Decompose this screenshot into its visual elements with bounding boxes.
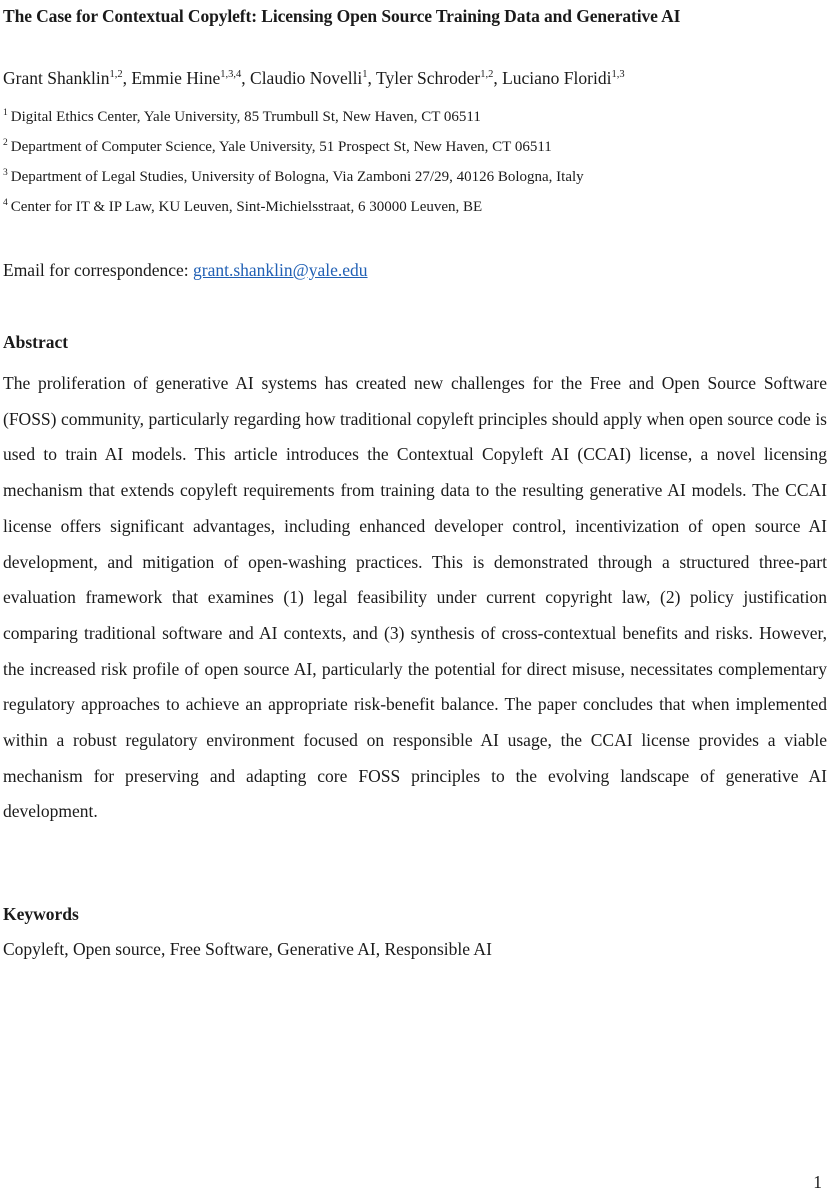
author <box>250 68 376 88</box>
email-link[interactable]: grant.shanklin@yale.edu <box>193 260 368 280</box>
paper-title: The Case for Contextual Copyleft: Licensing Open Source Training Data and Generative AI <box>3 6 681 26</box>
affiliation <box>3 102 825 132</box>
affiliation-text: Department of Computer Science, Yale University, 51 Prospect St, New Haven, CT 06511 <box>10 139 552 155</box>
author <box>3 68 131 88</box>
author-affiliation-marker: 1,3,4 <box>220 69 242 81</box>
author-name: Emmie Hine <box>131 68 221 88</box>
author-name: Tyler Schroder <box>375 68 481 88</box>
author-affiliation-marker: 1,2 <box>109 69 123 81</box>
author-separator: , <box>122 68 132 88</box>
affiliation-number: 2 <box>3 138 8 148</box>
author-separator: , <box>493 68 503 88</box>
page-number: 1 <box>813 1172 822 1192</box>
author-name: Grant Shanklin <box>3 68 110 88</box>
keywords-text: Copyleft, Open source, Free Software, Generative AI, Responsible AI <box>3 939 492 959</box>
affiliation-number: 4 <box>3 198 8 208</box>
affiliation <box>3 192 825 222</box>
author-list <box>3 66 625 90</box>
author-affiliation-marker: 1,2 <box>480 69 494 81</box>
correspondence-line <box>3 258 368 282</box>
author-affiliation-marker: 1,3 <box>611 69 625 81</box>
affiliation-text: Center for IT & IP Law, KU Leuven, Sint-Michielsstraat, 6 30000 Leuven, BE <box>10 199 483 215</box>
affiliation-number: 3 <box>3 168 8 178</box>
author-separator: , <box>367 68 376 88</box>
author-separator: , <box>241 68 251 88</box>
email-label: Email for correspondence: <box>3 260 193 280</box>
author-name: Luciano Floridi <box>502 68 612 88</box>
affiliation-text: Department of Legal Studies, University of Bologna, Via Zamboni 27/29, 40126 Bologna, Italy <box>10 169 584 185</box>
abstract-heading: Abstract <box>3 332 69 352</box>
author <box>376 68 502 88</box>
author-affiliation-marker: 1 <box>362 69 368 81</box>
affiliation <box>3 162 825 192</box>
affiliation <box>3 132 825 162</box>
affiliation-list <box>3 102 825 222</box>
affiliation-text: Digital Ethics Center, Yale University, 85 Trumbull St, New Haven, CT 06511 <box>10 109 481 125</box>
keywords-heading: Keywords <box>3 904 79 924</box>
author <box>131 68 250 88</box>
author <box>502 68 624 88</box>
affiliation-number: 1 <box>3 108 8 118</box>
abstract-text: The proliferation of generative AI systems has created new challenges for the Free and Open Source Software (FOSS) community, particularly regarding how traditional copyleft principles should apply when open source code is used to train AI models. This article introduces the Contextual Copyleft AI (CCAI) license, a novel licensing mechanism that extends copyleft requirements from training data to the resulting generative AI models. The CCAI license offers significant advantages, including enhanced developer control, incentivization of open source AI development, and mitigation of open-washing practices. This is demonstrated through a structured three-part evaluation framework that examines (1) legal feasibility under current copyright law, (2) policy justification comparing traditional software and AI contexts, and (3) synthesis of cross-contextual benefits and risks. However, the increased risk profile of open source AI, particularly the potential for direct misuse, necessitates complementary regulatory approaches to achieve an appropriate risk-benefit balance. The paper concludes that when implemented within a robust regulatory environment focused on responsible AI usage, the CCAI license provides a viable mechanism for preserving and adapting core FOSS principles to the evolving landscape of generative AI development. <box>3 373 827 822</box>
author-name: Claudio Novelli <box>250 68 363 88</box>
